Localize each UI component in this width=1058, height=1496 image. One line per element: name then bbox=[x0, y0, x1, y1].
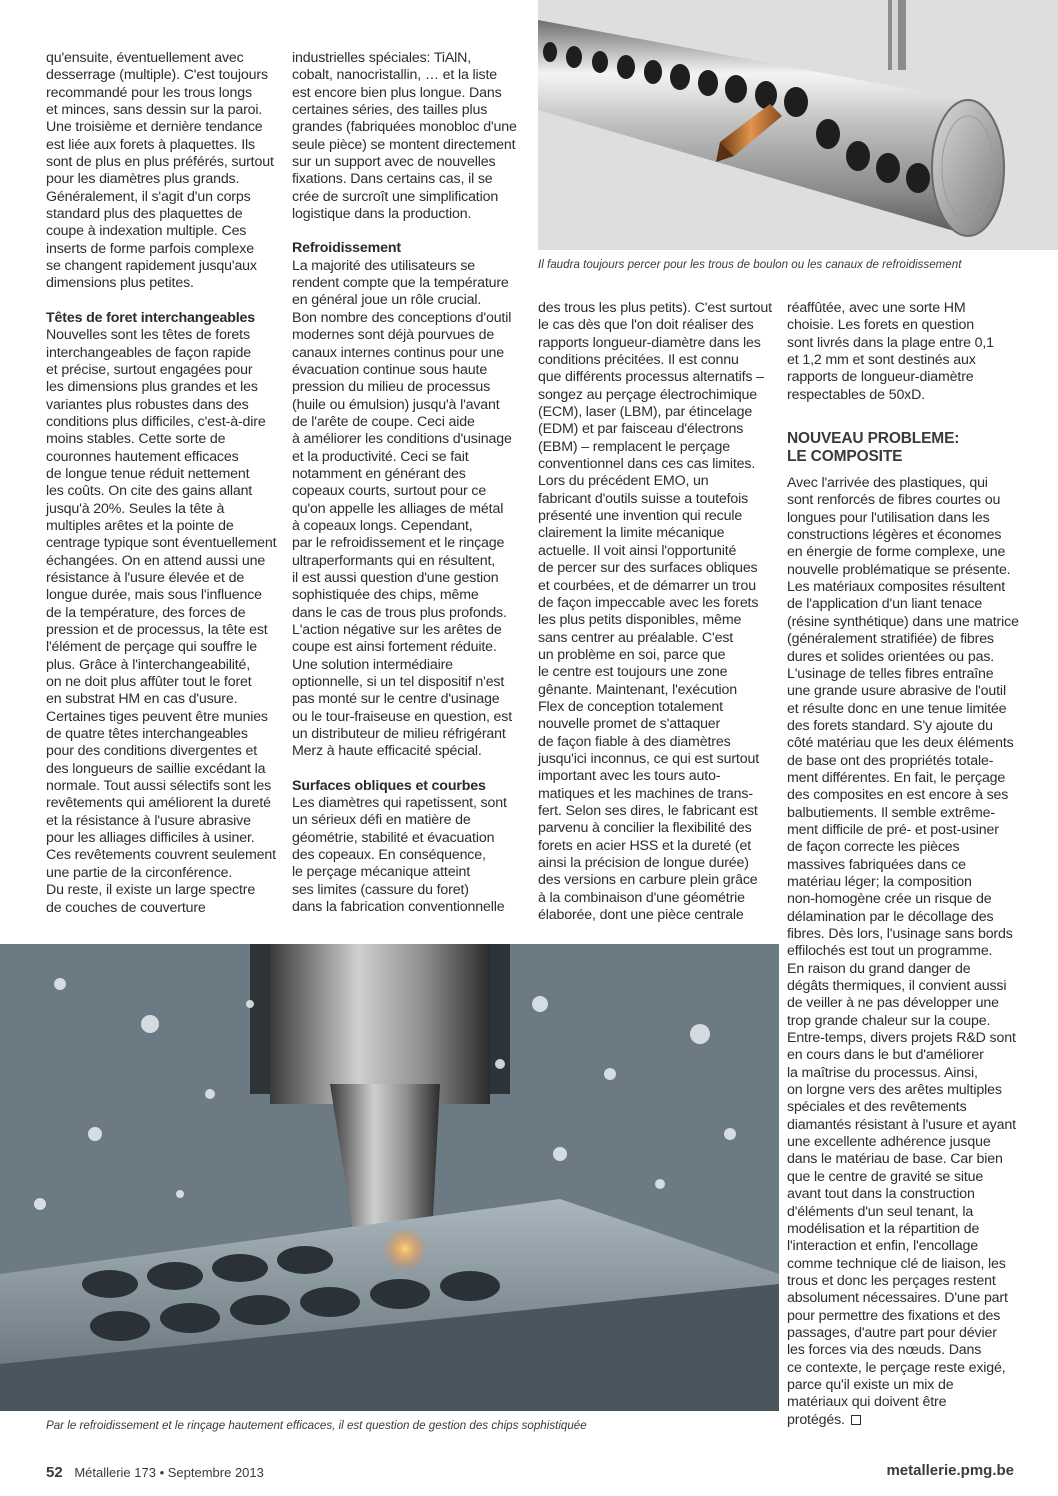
body-text-line: et courbées, et de démarrer un trou bbox=[538, 577, 756, 594]
body-text-line: les dimensions plus grandes et les bbox=[46, 379, 258, 396]
body-text-line: pression et de processus, la tête est bbox=[46, 622, 268, 638]
body-text-line: La majorité des utilisateurs se bbox=[292, 257, 476, 274]
body-text-line: nouvelle problématique se présente. bbox=[787, 561, 1011, 578]
body-text-line: effilochés est tout un programme. bbox=[787, 943, 993, 960]
body-text-line: se changent rapidement jusqu'aux bbox=[46, 258, 257, 275]
body-text-line: Une troisième et dernière tendance bbox=[46, 119, 263, 136]
body-text-line: forets en acier HSS et la dureté (et bbox=[538, 837, 752, 854]
body-text-line: des forets standard. S'y ajoute du bbox=[787, 717, 993, 734]
body-text-line: des longueurs de saillie excédant la bbox=[46, 760, 266, 777]
body-text-line: Flex de conception totalement bbox=[538, 698, 723, 715]
body-text-line: crée de surcroît une simplification bbox=[292, 188, 499, 205]
body-text-line: à la combinaison d'une géométrie bbox=[538, 889, 745, 906]
body-text-line: Nouvelles sont les têtes de forets bbox=[46, 327, 250, 344]
body-text-line: L'action négative sur les arêtes de bbox=[292, 622, 502, 638]
body-text-line: (ECM), laser (LBM), par étincelage bbox=[538, 404, 753, 421]
body-text-line: spéciales et des revêtements bbox=[787, 1099, 967, 1116]
body-text-line: de façon correcte les pièces bbox=[787, 839, 960, 856]
body-text-line: Merz à haute efficacité spécial. bbox=[292, 743, 482, 760]
body-text-line: massives fabriquées dans ce bbox=[787, 856, 966, 873]
body-text-line: Les matériaux composites résultent bbox=[787, 579, 1006, 596]
body-text-line: l'interaction et enfin, l'encollage bbox=[787, 1238, 979, 1255]
body-text-line: d'éléments d'un seul tenant, la bbox=[787, 1203, 974, 1220]
body-text-line: et la résistance à l'usure abrasive bbox=[46, 812, 251, 829]
body-text-line: et minces, sans dessin sur la paroi. bbox=[46, 102, 263, 119]
body-text-line: respectables de 50xD. bbox=[787, 386, 926, 403]
body-text-line: sur un support avec de nouvelles bbox=[292, 154, 496, 171]
body-text-line: les plus petits disponibles, même bbox=[538, 612, 742, 629]
column-1 bbox=[46, 50, 278, 917]
body-text-line: nouvelle promet de s'attaquer bbox=[538, 716, 721, 733]
body-text-line: plus. Grâce à l'interchangeabilité, bbox=[46, 656, 251, 673]
body-text-line: à copeaux longs. Cependant, bbox=[292, 517, 473, 534]
body-text-line: fixations. Dans certains cas, il se bbox=[292, 171, 493, 188]
body-text-line: en énergie de forme complexe, une bbox=[787, 544, 1006, 561]
body-text-line: (résine synthétique) dans une matrice bbox=[787, 613, 1019, 630]
body-text-line: de quatre têtes interchangeables bbox=[46, 726, 248, 743]
body-text-line: sans centrer au préalable. C'est bbox=[538, 629, 734, 646]
body-text-line: jusqu'ici inconnus, ce qui est surtout bbox=[538, 750, 759, 767]
body-text-line: diamantés résistant à l'usure et ayant bbox=[787, 1116, 1016, 1133]
body-text-line: rapports de longueur-diamètre bbox=[787, 369, 974, 386]
column-4 bbox=[787, 300, 1019, 1429]
body-text-line: pour les alliages difficiles à usiner. bbox=[46, 830, 255, 847]
body-text-line: ment différentes. En fait, le perçage bbox=[787, 769, 1006, 786]
body-text-line: (EDM) et par faisceau d'électrons bbox=[538, 421, 744, 438]
body-text-line: Une solution intermédiaire bbox=[292, 656, 453, 673]
body-text-line: matériaux qui doivent être bbox=[787, 1394, 947, 1411]
body-text-line: échangées. On en attend aussi une bbox=[46, 552, 266, 569]
body-text-line: parce qu'il existe un mix de bbox=[787, 1376, 954, 1393]
body-text-line: certaines séries, des tailles plus bbox=[292, 102, 488, 119]
body-text-line: la maîtrise du processus. Ainsi, bbox=[787, 1064, 978, 1081]
body-text-line: Du reste, il existe un large spectre bbox=[46, 882, 256, 899]
body-text-line: et résulte donc en une tenue limitée bbox=[787, 700, 1007, 717]
body-text-line: dans le cas de trous plus profonds. bbox=[292, 604, 507, 621]
body-text-line: parvenu à concilier la flexibilité des bbox=[538, 820, 752, 837]
body-text-line: rapports longueur-diamètre dans les bbox=[538, 334, 761, 351]
body-text-line: balbutiements. Il semble extrême- bbox=[787, 804, 995, 821]
body-text-line: coupe est ainsi fortement réduite. bbox=[292, 639, 497, 656]
paragraph-spacer bbox=[787, 404, 1019, 430]
body-text-line: que différents processus alternatifs – bbox=[538, 369, 764, 386]
body-text-line: clairement la limite mécanique bbox=[538, 525, 725, 542]
drill-cylinder-photo bbox=[538, 0, 1058, 250]
body-text-line: on lorgne vers des arêtes multiples bbox=[787, 1082, 1002, 1099]
body-text-line: Ces revêtements couvrent seulement bbox=[46, 847, 276, 864]
body-text-line: Lors du précédent EMO, un bbox=[538, 473, 709, 490]
body-text-line: recommandé pour les trous longs bbox=[46, 84, 252, 101]
body-text-line: sophistiquée des chips, même bbox=[292, 587, 479, 604]
body-text-line: on ne doit plus affûter tout le foret bbox=[46, 674, 252, 691]
body-text-line: canaux internes continus pour une bbox=[292, 344, 504, 361]
website-link[interactable]: metallerie.pmg.be bbox=[886, 1462, 1014, 1479]
body-text-line: important avec les tours auto- bbox=[538, 768, 721, 785]
body-text-line: pour des conditions divergentes et bbox=[46, 743, 258, 760]
body-text-line: présenté une invention qui recule bbox=[538, 508, 743, 525]
body-text-line: un sérieux défi en matière de bbox=[292, 812, 471, 829]
body-text-line: en cours dans le but d'améliorer bbox=[787, 1047, 984, 1064]
body-text-line: matiques et les machines de trans- bbox=[538, 785, 753, 802]
body-text-line: sont renforcés de fibres courtes ou bbox=[787, 492, 1001, 509]
body-text-line: et 1,2 mm et sont destinés aux bbox=[787, 352, 976, 369]
body-text-line: sont de plus en plus préférés, surtout bbox=[46, 154, 274, 171]
body-text-line: longues pour l'utilisation dans les bbox=[787, 509, 990, 526]
body-text-line: Avec l'arrivée des plastiques, qui bbox=[787, 475, 988, 492]
body-text-line: logistique dans la production. bbox=[292, 206, 472, 223]
body-text-line: conditions plus difficiles, c'est-à-dire bbox=[46, 413, 266, 430]
body-text-line: une excellente adhérence jusque bbox=[787, 1134, 991, 1151]
body-text-line: matériau léger; la composition bbox=[787, 873, 972, 890]
coolant-drilling-photo bbox=[0, 944, 779, 1411]
body-text-line: dimensions plus petites. bbox=[46, 275, 194, 292]
bottom-photo-caption: Par le refroidissement et le rinçage hautement efficaces, il est question de gestion des chips sophistiquée bbox=[46, 1419, 587, 1432]
body-text-line: protégés. bbox=[787, 1412, 1019, 1429]
body-text-line: les forces via des nœuds. Dans bbox=[787, 1342, 982, 1359]
body-text-line: couronnes hautement efficaces bbox=[46, 448, 239, 465]
body-text-line: en général joue un rôle crucial. bbox=[292, 292, 482, 309]
body-text-line: l'élément de perçage qui souffre le bbox=[46, 639, 257, 656]
body-text-line: les coûts. On cite des gains allant bbox=[46, 483, 253, 500]
body-text-line: dures et solides orientées ou pas. bbox=[787, 648, 995, 665]
body-text-line: variantes plus robustes dans des bbox=[46, 396, 249, 413]
body-text-line: réaffûtée, avec une sorte HM bbox=[787, 300, 966, 316]
body-text-line: des versions en carbure plein grâce bbox=[538, 872, 758, 889]
body-text-line: de façon fiable à des diamètres bbox=[538, 733, 731, 750]
body-text-line: est liée aux forets à plaquettes. Ils bbox=[46, 136, 255, 153]
body-text-line: Entre-temps, divers projets R&D sont bbox=[787, 1030, 1016, 1047]
body-text-line: gênante. Maintenant, l'exécution bbox=[538, 681, 738, 698]
body-text-line: L'usinage de telles fibres entraîne bbox=[787, 665, 994, 682]
body-text-line: un problème en soi, parce que bbox=[538, 646, 726, 663]
body-text-line: grandes (fabriquées monobloc d'une bbox=[292, 119, 517, 136]
body-text-line: conditions précitées. Il est connu bbox=[538, 352, 739, 369]
body-text-line: dans la fabrication conventionnelle bbox=[292, 899, 505, 916]
body-text-line: optionnelle, si un tel dispositif n'est bbox=[292, 674, 505, 691]
body-text-line: à améliorer les conditions d'usinage bbox=[292, 431, 512, 448]
body-text-line: de percer sur des surfaces obliques bbox=[538, 560, 758, 577]
section-heading: Refroidissement bbox=[292, 240, 401, 257]
body-text-line: moins stables. Cette sorte de bbox=[46, 431, 226, 448]
body-text-line: est encore bien plus longue. Dans bbox=[292, 84, 502, 101]
body-text-line: il est aussi question d'une gestion bbox=[292, 569, 499, 586]
paragraph-spacer bbox=[787, 465, 1019, 475]
paragraph-spacer bbox=[46, 293, 278, 310]
body-text-line: une grande usure abrasive de l'outil bbox=[787, 683, 1006, 700]
body-text-line: et précise, surtout engagées pour bbox=[46, 361, 253, 378]
body-text-line: desserrage (multiple). C'est toujours bbox=[46, 67, 268, 84]
body-text-line: actuelle. Il voit ainsi l'opportunité bbox=[538, 542, 737, 559]
body-text-line: dans le matériau de base. Car bien bbox=[787, 1151, 1003, 1168]
body-text-line: songez au perçage électrochimique bbox=[538, 386, 758, 403]
section-heading: NOUVEAU PROBLEME: bbox=[787, 430, 960, 448]
body-text-line: Les diamètres qui rapetissent, sont bbox=[292, 795, 507, 812]
body-text-line: et la productivité. Ceci se fait bbox=[292, 448, 469, 465]
body-text-line: Bon nombre des conceptions d'outil bbox=[292, 309, 512, 326]
body-text-line: multiples arêtes et la pointe de bbox=[46, 517, 234, 534]
body-text-line: pour permettre des fixations et des bbox=[787, 1307, 1001, 1324]
body-text-line: pour les diamètres plus grands. bbox=[46, 171, 240, 188]
body-text-line: élaborée, dont une pièce centrale bbox=[538, 907, 744, 924]
section-heading: LE COMPOSITE bbox=[787, 447, 903, 465]
section-heading: Têtes de foret interchangeables bbox=[46, 309, 256, 326]
body-text-line: coupe à indexation multiple. Ces bbox=[46, 223, 247, 240]
body-text-line: fert. Selon ses dires, le fabricant est bbox=[538, 802, 758, 819]
body-text-line: résistance à l'usure élevée et de bbox=[46, 569, 245, 586]
body-text-line: des trous les plus petits). C'est surtout bbox=[538, 300, 772, 316]
body-text-line: cobalt, nanocristallin, … et la liste bbox=[292, 67, 497, 84]
body-text-line: le centre est toujours une zone bbox=[538, 664, 728, 681]
body-text-line: seule pièce) se montent directement bbox=[292, 136, 516, 153]
body-text-line: conventionnel dans ces cas limites. bbox=[538, 456, 756, 473]
drill-cylinder-illustration bbox=[538, 0, 1058, 250]
paragraph-spacer bbox=[292, 761, 524, 778]
body-text-line: modélisation et la répartition de bbox=[787, 1220, 980, 1237]
body-text-line: copeaux courts, surtout pour ce bbox=[292, 483, 487, 500]
end-square-icon bbox=[851, 1415, 861, 1425]
body-text-line: de façon impeccable avec les forets bbox=[538, 594, 759, 611]
body-text-line: de veiller à ne pas développer une bbox=[787, 995, 999, 1012]
body-text-line: centrage typique sont éventuellement bbox=[46, 535, 277, 552]
body-text-line: (généralement stratifiée) de fibres bbox=[787, 631, 994, 648]
body-text-line: jusqu'à 20%. Seules la tête à bbox=[46, 500, 225, 517]
top-photo-caption: Il faudra toujours percer pour les trous de boulon ou les canaux de refroidissement bbox=[538, 258, 962, 271]
body-text-line: délamination par le décollage des bbox=[787, 908, 994, 925]
coolant-drilling-illustration bbox=[0, 944, 779, 1411]
body-text-line: longue durée, mais sous l'influence bbox=[46, 587, 262, 604]
body-text-line: le cas dès que l'on doit réaliser des bbox=[538, 317, 754, 334]
body-text-line: qu'ensuite, éventuellement avec bbox=[46, 50, 244, 66]
body-text-line: notamment en générant des bbox=[292, 465, 466, 482]
body-text-line: géométrie, stabilité et évacuation bbox=[292, 829, 495, 846]
body-text-line: de l'arête de coupe. Ceci aide bbox=[292, 413, 475, 430]
body-text-line: en substrat HM en cas d'usure. bbox=[46, 691, 238, 708]
body-text-line: par le refroidissement et le rinçage bbox=[292, 535, 505, 552]
body-text-line: des composites en est encore à ses bbox=[787, 787, 1009, 804]
body-text-line: des copeaux. En conséquence, bbox=[292, 847, 486, 864]
body-text-line: constructions légères et économes bbox=[787, 527, 1002, 544]
body-text-line: ultraperformants qui en résultent, bbox=[292, 552, 496, 569]
body-text-line: ses limites (cassure du foret) bbox=[292, 881, 469, 898]
footer-issue-info bbox=[46, 1464, 264, 1481]
body-text-line: (EBM) – remplacent le perçage bbox=[538, 438, 730, 455]
body-text-line: de longue tenue réduit nettement bbox=[46, 465, 250, 482]
body-text-line: fabricant d'outils suisse a toutefois bbox=[538, 490, 749, 507]
body-text-line: rendent compte que la température bbox=[292, 275, 509, 292]
page-number: 52 bbox=[46, 1464, 63, 1481]
body-text-line: de base ont des propriétés totale- bbox=[787, 752, 994, 769]
issue-label: Métallerie 173 • Septembre 2013 bbox=[74, 1465, 264, 1480]
body-text-line: revêtements qui améliorent la dureté bbox=[46, 795, 271, 812]
body-text-line: pas monté sur le centre d'usinage bbox=[292, 691, 500, 708]
column-3 bbox=[538, 300, 770, 924]
column-2 bbox=[292, 50, 524, 917]
body-text-line: trous et donc les perçages restent bbox=[787, 1272, 996, 1289]
body-text-line: non-homogène crée un risque de bbox=[787, 891, 992, 908]
body-text-line: un distributeur de milieu réfrigérant bbox=[292, 726, 506, 743]
body-text-line: qu'on appelle les alliages de métal bbox=[292, 500, 504, 517]
body-text-line: sont livrés dans la plage entre 0,1 bbox=[787, 334, 994, 351]
body-text-line: inserts de forme parfois complexe bbox=[46, 240, 254, 257]
section-heading: Surfaces obliques et courbes bbox=[292, 777, 486, 794]
body-text-line: de la température, des forces de bbox=[46, 604, 246, 621]
body-text-line: de couches de couverture bbox=[46, 899, 206, 916]
body-text-line: interchangeables de façon rapide bbox=[46, 344, 252, 361]
body-text-line: ment difficile de pré- et post-usiner bbox=[787, 821, 999, 838]
body-text-line: ce contexte, le perçage reste exigé, bbox=[787, 1359, 1006, 1376]
paragraph-spacer bbox=[292, 223, 524, 240]
body-text-line: pression du milieu de processus bbox=[292, 379, 491, 396]
body-text-line: absolument nécessaires. D'une part bbox=[787, 1290, 1008, 1307]
body-text-line: avant tout dans la construction bbox=[787, 1186, 975, 1203]
body-text-line: trop grande chaleur sur la coupe. bbox=[787, 1012, 991, 1029]
body-text-line: une partie de la circonférence. bbox=[46, 864, 233, 881]
body-text-line: standard plus des plaquettes de bbox=[46, 206, 243, 223]
body-text-line: (huile ou émulsion) jusqu'à l'avant bbox=[292, 396, 500, 413]
body-text-line: passages, d'autre part pour dévier bbox=[787, 1324, 997, 1341]
body-text-line: fibres. Dès lors, l'usinage sans bords bbox=[787, 926, 1013, 942]
body-text-line: ainsi la précision de longue durée) bbox=[538, 855, 749, 871]
body-text-line: comme technique clé de liaison, les bbox=[787, 1255, 1006, 1272]
body-text-line: En raison du grand danger de bbox=[787, 960, 971, 977]
body-text-line: modernes sont déjà pourvues de bbox=[292, 327, 495, 344]
body-text-line: de l'application d'un liant tenace bbox=[787, 596, 983, 613]
body-text-line: industrielles spéciales: TiAlN, bbox=[292, 50, 472, 66]
body-text-line: ou le tour-fraiseuse en question, est bbox=[292, 708, 513, 725]
body-text-line: choisie. Les forets en question bbox=[787, 317, 974, 334]
body-text-line: Certaines tiges peuvent être munies bbox=[46, 708, 268, 725]
body-text-line: dégâts thermiques, il convient aussi bbox=[787, 978, 1007, 995]
body-text-line: normale. Tout aussi sélectifs sont les bbox=[46, 778, 272, 795]
body-text-line: évacuation continue sous haute bbox=[292, 361, 488, 378]
body-text-line: Généralement, il s'agit d'un corps bbox=[46, 188, 251, 205]
body-text-line: côté matériau que les deux éléments bbox=[787, 735, 1014, 752]
body-text-line: que le centre de gravité se situe bbox=[787, 1168, 984, 1185]
body-text-line: le perçage mécanique atteint bbox=[292, 864, 470, 881]
